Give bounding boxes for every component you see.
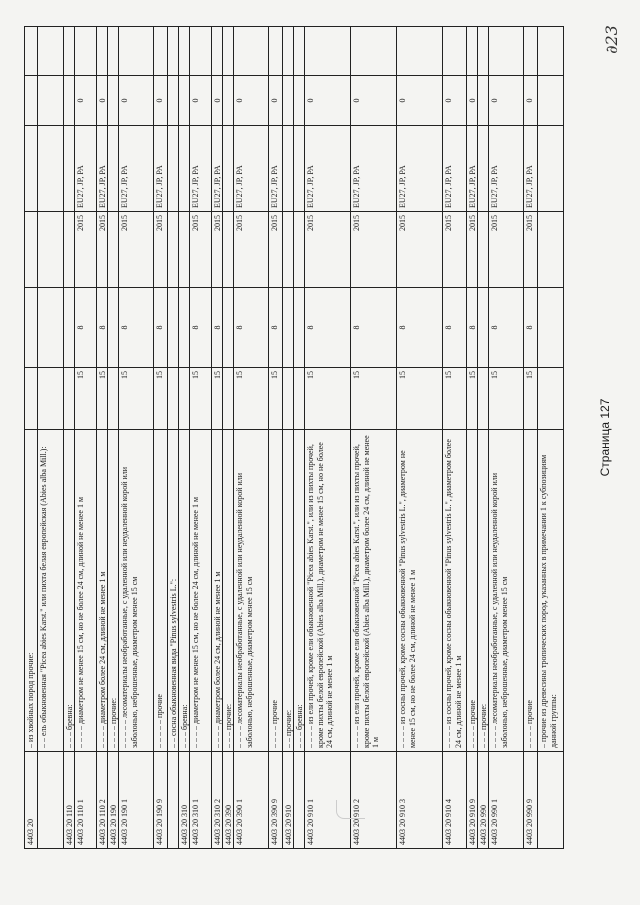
cell-countries	[283, 126, 293, 212]
cell-empty	[97, 26, 107, 76]
cell-year: 2015	[397, 212, 442, 288]
table-row	[212, 26, 223, 849]
cell-year: 2015	[119, 212, 153, 288]
cell-description: – – – – лесоматериалы необработанные, с удаленной или неудаленной корой или заболонью, неброшенные, диаметром менее 15 см	[234, 430, 268, 752]
cell-zero-rate	[25, 76, 37, 126]
cell-final-rate	[179, 288, 189, 368]
cell-base-rate: 15	[234, 368, 268, 430]
cell-countries: EU27, JP, PA	[154, 126, 167, 212]
cell-base-rate	[108, 368, 118, 430]
cell-description: – – – – диаметром более 24 см, длиной не менее 1 м	[212, 430, 222, 752]
cell-empty	[223, 26, 233, 76]
cell-countries	[223, 126, 233, 212]
cell-countries: EU27, JP, PA	[524, 126, 537, 212]
cell-countries: EU27, JP, PA	[234, 126, 268, 212]
table-row	[524, 26, 538, 849]
table-row	[283, 26, 294, 849]
cell-base-rate	[538, 368, 563, 430]
cell-code: 4403 20 910 2	[351, 752, 396, 849]
cell-code: 4403 20 390 1	[234, 752, 268, 849]
cell-final-rate: 8	[269, 288, 282, 368]
cell-empty	[154, 26, 167, 76]
cell-empty	[538, 26, 563, 76]
cell-code: 4403 20 190 1	[119, 752, 153, 849]
cell-year	[283, 212, 293, 288]
cell-base-rate	[223, 368, 233, 430]
cell-description: – – – прочие:	[223, 430, 233, 752]
cell-description: – – – прочие:	[478, 430, 488, 752]
cell-final-rate	[168, 288, 178, 368]
cell-base-rate: 15	[467, 368, 477, 430]
cell-final-rate: 8	[119, 288, 153, 368]
cell-code: 4403 20 910 4	[443, 752, 466, 849]
cell-empty	[467, 26, 477, 76]
cell-year: 2015	[467, 212, 477, 288]
cell-code: 4403 20 990	[478, 752, 488, 849]
cell-countries: EU27, JP, PA	[75, 126, 96, 212]
cell-year: 2015	[269, 212, 282, 288]
cell-empty	[397, 26, 442, 76]
table-row	[119, 26, 154, 849]
cell-zero-rate: 0	[234, 76, 268, 126]
cell-description: – прочие из древесины тропических пород, указанных в примечании 1 к субпозициям данной группы:	[538, 430, 563, 752]
cell-code: 4403 20 910 9	[467, 752, 477, 849]
cell-base-rate: 15	[351, 368, 396, 430]
cell-description: – – сосна обыкновенная вида "Pinus sylvestris L.":	[168, 430, 178, 752]
table-row	[489, 26, 524, 849]
cell-countries	[179, 126, 189, 212]
cell-base-rate: 15	[489, 368, 523, 430]
table-row	[351, 26, 397, 849]
cell-zero-rate: 0	[467, 76, 477, 126]
cell-final-rate	[478, 288, 488, 368]
cell-final-rate: 8	[443, 288, 466, 368]
cell-empty	[108, 26, 118, 76]
cell-final-rate	[223, 288, 233, 368]
cell-base-rate	[179, 368, 189, 430]
cell-code: 4403 20 910 1	[305, 752, 350, 849]
cell-description: – – – бревна:	[294, 430, 304, 752]
cell-zero-rate	[179, 76, 189, 126]
cell-description: – – – – прочие	[524, 430, 537, 752]
cell-year: 2015	[443, 212, 466, 288]
cell-description: – – – – прочие:	[108, 430, 118, 752]
cell-code: 4403 20 310 1	[190, 752, 211, 849]
cell-code: 4403 20 310	[179, 752, 189, 849]
cell-code: 4403 20 390	[223, 752, 233, 849]
cell-year: 2015	[154, 212, 167, 288]
cell-zero-rate: 0	[154, 76, 167, 126]
cell-year: 2015	[305, 212, 350, 288]
table-row	[190, 26, 212, 849]
cell-code	[538, 752, 563, 849]
cell-countries	[478, 126, 488, 212]
cell-zero-rate: 0	[489, 76, 523, 126]
cell-base-rate: 15	[269, 368, 282, 430]
cell-empty	[283, 26, 293, 76]
cell-empty	[524, 26, 537, 76]
cell-zero-rate: 0	[443, 76, 466, 126]
cell-year: 2015	[351, 212, 396, 288]
cell-final-rate	[108, 288, 118, 368]
table-row	[443, 26, 467, 849]
cell-countries	[168, 126, 178, 212]
cell-zero-rate: 0	[75, 76, 96, 126]
table-row	[305, 26, 351, 849]
table-row	[75, 26, 97, 849]
cell-zero-rate	[38, 76, 63, 126]
cell-description: – – – бревна:	[64, 430, 74, 752]
cell-base-rate: 15	[443, 368, 466, 430]
cell-final-rate	[25, 288, 37, 368]
cell-base-rate	[168, 368, 178, 430]
cell-year: 2015	[524, 212, 537, 288]
page-number: Страница 127	[598, 398, 612, 477]
cell-final-rate: 8	[190, 288, 211, 368]
cell-final-rate: 8	[234, 288, 268, 368]
cell-code: 4403 20	[25, 752, 37, 849]
cell-countries: EU27, JP, PA	[269, 126, 282, 212]
cell-description: – – – – диаметром не менее 15 см, но не более 24 см, длиной не менее 1 м	[190, 430, 211, 752]
cell-empty	[269, 26, 282, 76]
cell-countries	[38, 126, 63, 212]
cell-zero-rate	[168, 76, 178, 126]
table-row	[179, 26, 190, 849]
cell-description: – – – – – прочие	[154, 430, 167, 752]
table-row	[97, 26, 108, 849]
cell-zero-rate	[283, 76, 293, 126]
cell-empty	[351, 26, 396, 76]
handwritten-page-mark: ∂23	[602, 25, 622, 54]
cell-empty	[294, 26, 304, 76]
table-row	[294, 26, 305, 849]
table-row	[108, 26, 119, 849]
cell-zero-rate	[478, 76, 488, 126]
cell-final-rate: 8	[397, 288, 442, 368]
cell-description: – – – бревна:	[179, 430, 189, 752]
cell-countries: EU27, JP, PA	[305, 126, 350, 212]
table-row	[269, 26, 283, 849]
cell-zero-rate: 0	[97, 76, 107, 126]
cell-final-rate	[294, 288, 304, 368]
cell-description: – – – – диаметром не менее 15 см, но не более 24 см, длиной не менее 1 м	[75, 430, 96, 752]
cell-final-rate: 8	[212, 288, 222, 368]
cell-countries	[25, 126, 37, 212]
cell-year	[223, 212, 233, 288]
cell-code: 4403 20 990 1	[489, 752, 523, 849]
cell-zero-rate: 0	[397, 76, 442, 126]
cell-countries: EU27, JP, PA	[351, 126, 396, 212]
cell-countries	[538, 126, 563, 212]
document-page	[24, 26, 612, 849]
cell-year: 2015	[489, 212, 523, 288]
scan-artifact	[336, 800, 365, 819]
cell-countries: EU27, JP, PA	[443, 126, 466, 212]
cell-code: 4403 20 110 1	[75, 752, 96, 849]
cell-year	[538, 212, 563, 288]
cell-empty	[305, 26, 350, 76]
cell-year	[478, 212, 488, 288]
cell-zero-rate	[294, 76, 304, 126]
cell-zero-rate	[108, 76, 118, 126]
cell-empty	[179, 26, 189, 76]
cell-final-rate	[38, 288, 63, 368]
cell-description: – – – – прочие	[467, 430, 477, 752]
cell-year	[38, 212, 63, 288]
cell-countries	[64, 126, 74, 212]
cell-base-rate	[478, 368, 488, 430]
cell-final-rate: 8	[467, 288, 477, 368]
cell-code: 4403 20 910 3	[397, 752, 442, 849]
cell-zero-rate: 0	[190, 76, 211, 126]
cell-year	[179, 212, 189, 288]
cell-description: – – – – из ели прочей, кроме ели обыкновенной "Picea abies Karst.", или из пихты прочей, кроме пихты белой европейской (Abies alba Mill.), диаметром не менее 15 см, но не более 24 см, длиной не менее 1 м	[305, 430, 350, 752]
cell-zero-rate	[64, 76, 74, 126]
cell-description: – – ель обыкновенная "Picea abies Karst." или пихта белая европейская (Abies alba Mill.):	[38, 430, 63, 752]
cell-code: 4403 20 910	[283, 752, 293, 849]
cell-description: – – – – прочие	[269, 430, 282, 752]
cell-year	[64, 212, 74, 288]
cell-zero-rate: 0	[212, 76, 222, 126]
cell-zero-rate	[223, 76, 233, 126]
table-row	[538, 26, 564, 849]
cell-year: 2015	[234, 212, 268, 288]
cell-description: – – – – лесоматериалы необработанные, с удаленной или неудаленной корой или заболонью, неброшенные, диаметром менее 15 см	[489, 430, 523, 752]
cell-empty	[168, 26, 178, 76]
cell-base-rate: 15	[524, 368, 537, 430]
cell-code	[38, 752, 63, 849]
cell-base-rate	[25, 368, 37, 430]
cell-base-rate	[38, 368, 63, 430]
cell-year: 2015	[190, 212, 211, 288]
cell-final-rate: 8	[524, 288, 537, 368]
cell-code: 4403 20 190	[108, 752, 118, 849]
cell-zero-rate: 0	[269, 76, 282, 126]
cell-year	[168, 212, 178, 288]
cell-description: – – прочие:	[283, 430, 293, 752]
table-row	[467, 26, 478, 849]
cell-final-rate: 8	[305, 288, 350, 368]
table-row	[64, 26, 75, 849]
tariff-table	[24, 26, 586, 849]
cell-empty	[489, 26, 523, 76]
cell-description: – – – – из сосны прочей, кроме сосны обыкновенной "Pinus sylvestris L.", диаметром более 24 см, длиной не менее 1 м	[443, 430, 466, 752]
cell-empty	[478, 26, 488, 76]
table-row	[154, 26, 168, 849]
cell-final-rate: 8	[351, 288, 396, 368]
cell-description: – – – – из ели прочей, кроме ели обыкновенной "Picea abies Karst.", или из пихты прочей, кроме пихты белой европейской (Abies alba Mill.), диаметром более 24 см, длиной не менее 1 м	[351, 430, 396, 752]
cell-empty	[212, 26, 222, 76]
cell-countries: EU27, JP, PA	[97, 126, 107, 212]
cell-zero-rate: 0	[305, 76, 350, 126]
cell-base-rate: 15	[397, 368, 442, 430]
cell-empty	[25, 26, 37, 76]
cell-zero-rate: 0	[351, 76, 396, 126]
cell-description: – из хвойных пород прочие:	[25, 430, 37, 752]
cell-countries: EU27, JP, PA	[212, 126, 222, 212]
cell-countries: EU27, JP, PA	[397, 126, 442, 212]
cell-base-rate	[294, 368, 304, 430]
cell-base-rate: 15	[154, 368, 167, 430]
cell-base-rate: 15	[119, 368, 153, 430]
table-row	[168, 26, 179, 849]
cell-code: 4403 20 110	[64, 752, 74, 849]
cell-year: 2015	[97, 212, 107, 288]
cell-countries: EU27, JP, PA	[489, 126, 523, 212]
cell-final-rate	[64, 288, 74, 368]
cell-description: – – – – – лесоматериалы необработанные, с удаленной или неудаленной корой или заболонью, неброшенные, диаметром менее 15 см	[119, 430, 153, 752]
cell-code: 4403 20 190 9	[154, 752, 167, 849]
cell-base-rate	[283, 368, 293, 430]
cell-year: 2015	[212, 212, 222, 288]
cell-final-rate: 8	[154, 288, 167, 368]
cell-final-rate: 8	[97, 288, 107, 368]
cell-base-rate: 15	[212, 368, 222, 430]
cell-year	[294, 212, 304, 288]
cell-code: 4403 20 990 9	[524, 752, 537, 849]
table-row	[223, 26, 234, 849]
cell-empty	[64, 26, 74, 76]
cell-final-rate: 8	[75, 288, 96, 368]
table-row	[38, 26, 64, 849]
cell-countries: EU27, JP, PA	[467, 126, 477, 212]
cell-base-rate: 15	[305, 368, 350, 430]
cell-empty	[190, 26, 211, 76]
cell-year	[25, 212, 37, 288]
cell-year	[108, 212, 118, 288]
cell-countries: EU27, JP, PA	[119, 126, 153, 212]
cell-zero-rate: 0	[524, 76, 537, 126]
cell-description: – – – – из сосны прочей, кроме сосны обыкновенной "Pinus sylvestris L.", диаметром не менее 15 см, но не более 24 см, длиной не менее 1 м	[397, 430, 442, 752]
cell-zero-rate	[538, 76, 563, 126]
cell-empty	[443, 26, 466, 76]
cell-code	[294, 752, 304, 849]
cell-code: 4403 20 310 2	[212, 752, 222, 849]
cell-empty	[75, 26, 96, 76]
cell-final-rate: 8	[489, 288, 523, 368]
cell-base-rate: 15	[190, 368, 211, 430]
cell-description: – – – – диаметром более 24 см, длиной не менее 1 м	[97, 430, 107, 752]
cell-empty	[234, 26, 268, 76]
cell-base-rate: 15	[75, 368, 96, 430]
cell-zero-rate: 0	[119, 76, 153, 126]
table-row	[478, 26, 489, 849]
cell-base-rate: 15	[97, 368, 107, 430]
cell-code	[168, 752, 178, 849]
cell-empty	[119, 26, 153, 76]
cell-final-rate	[538, 288, 563, 368]
cell-base-rate	[64, 368, 74, 430]
cell-countries	[294, 126, 304, 212]
cell-final-rate	[283, 288, 293, 368]
table-row	[397, 26, 443, 849]
table-row	[24, 26, 38, 849]
cell-countries	[108, 126, 118, 212]
cell-empty	[38, 26, 63, 76]
table-row	[234, 26, 269, 849]
cell-year: 2015	[75, 212, 96, 288]
cell-code: 4403 20 390 9	[269, 752, 282, 849]
cell-code: 4403 20 110 2	[97, 752, 107, 849]
cell-countries: EU27, JP, PA	[190, 126, 211, 212]
